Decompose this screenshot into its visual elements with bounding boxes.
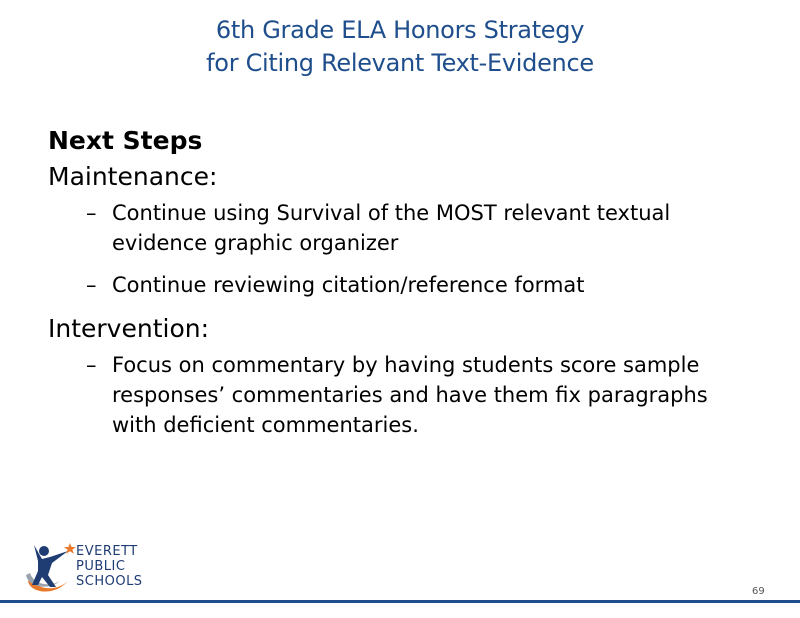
logo-figure-icon [24,541,76,597]
slide-title [0,14,800,80]
list-item [48,198,752,258]
maintenance-list [48,198,768,300]
maintenance-item-2: Continue reviewing citation/reference format [112,273,585,297]
slide-content [48,122,768,452]
logo-line-3: SCHOOLS [76,574,143,589]
footer-divider [0,600,800,603]
dash-bullet: – [86,353,97,377]
maintenance-label: Maintenance: [48,162,218,191]
logo-line-1: EVERETT [76,544,138,559]
everett-public-schools-logo [24,541,184,599]
list-item [48,350,752,440]
list-item [48,270,752,300]
intervention-item-1: Focus on commentary by having students score sample responses’ commentaries and have them fix paragraphs with deficient commentaries. [112,353,708,437]
logo-line-2: PUBLIC [76,559,126,574]
dash-bullet: – [86,273,97,297]
intervention-list [48,350,768,440]
slide-title-line-1: 6th Grade ELA Honors Strategy [215,16,585,44]
intervention-label: Intervention: [48,314,210,343]
dash-bullet: – [86,201,97,225]
slide-title-line-2: for Citing Relevant Text-Evidence [206,49,594,77]
page-number: 69 [752,586,765,597]
next-steps-heading: Next Steps [48,126,203,155]
logo-wordmark [76,544,143,589]
maintenance-item-1: Continue using Survival of the MOST relevant textual evidence graphic organizer [112,201,671,255]
